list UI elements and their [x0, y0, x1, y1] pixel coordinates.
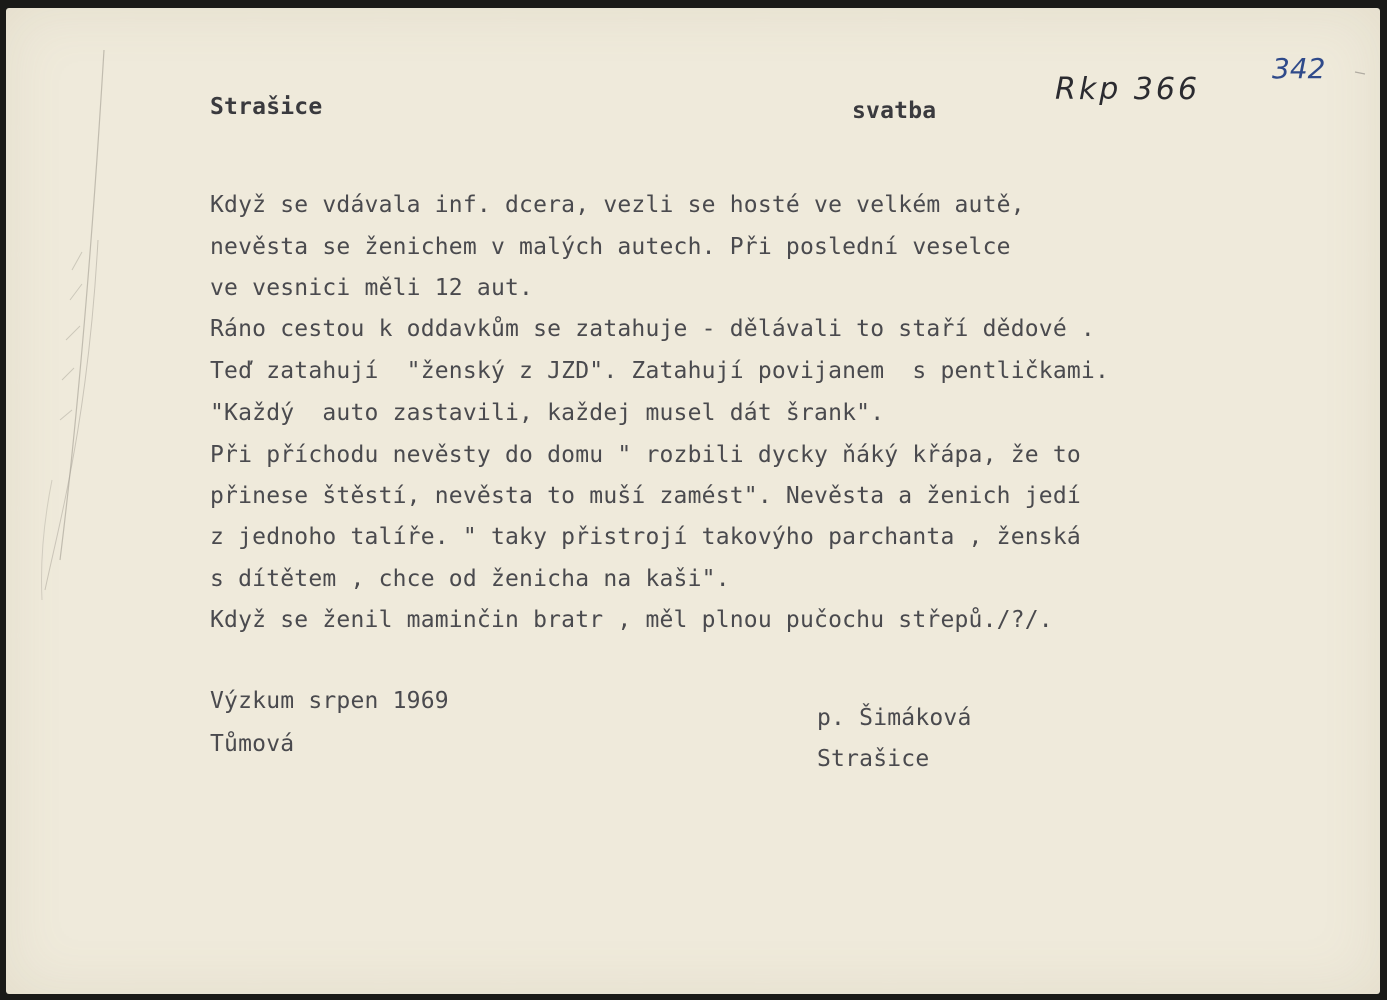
body-line: "Každý auto zastavili, každej musel dát šrank". [210, 400, 885, 426]
archive-signature: Rkp 366 [1055, 72, 1201, 107]
body-line: přinese štěstí, nevěsta to muší zamést". Nevěsta a ženich jedí [210, 483, 1081, 509]
body-line: z jednoho talíře. " taky přistrojí takovýho parchanta , ženská [210, 524, 1081, 550]
topic-heading: svatba [852, 98, 937, 124]
researcher-name: Tůmová [210, 731, 295, 757]
body-line: s dítětem , chce od ženicha na kaši". [210, 566, 730, 592]
place-heading: Strašice [210, 94, 323, 120]
body-line: nevěsta se ženichem v malých autech. Při poslední veselce [210, 234, 1011, 260]
informant-place: Strašice [817, 746, 930, 772]
body-line: Při příchodu nevěsty do domu " rozbili dycky ňáký křápa, že to [210, 442, 1081, 468]
research-date: Výzkum srpen 1969 [210, 688, 449, 714]
body-line: Když se vdávala inf. dcera, vezli se hosté ve velkém autě, [210, 192, 1025, 218]
informant-name: p. Šimáková [817, 705, 972, 731]
body-line: Když se ženil maminčin bratr , měl plnou pučochu střepů./?/. [210, 607, 1053, 633]
body-line: Teď zatahují "ženský z JZD". Zatahují povijanem s pentličkami. [210, 358, 1110, 384]
page-number: 342 [1272, 52, 1326, 85]
body-line: ve vesnici měli 12 aut. [210, 275, 534, 301]
body-line: Ráno cestou k oddavkům se zatahuje - dělávali to staří dědové . [210, 316, 1095, 342]
